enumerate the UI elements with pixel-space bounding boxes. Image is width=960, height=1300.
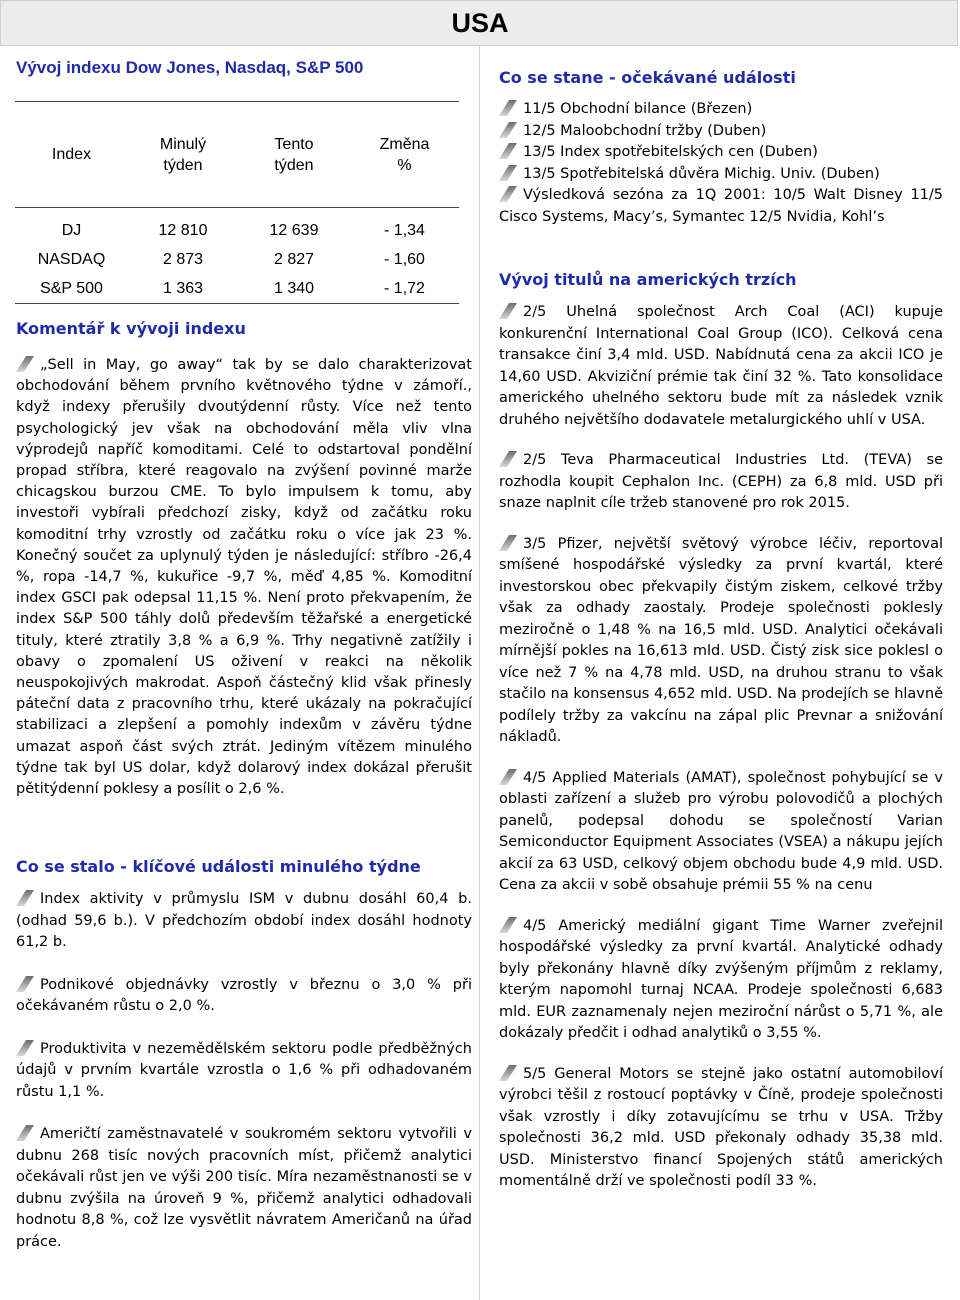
past-events-title: Co se stalo - klíčové události minulého týdne <box>16 857 421 876</box>
table-cell: - 1,34 <box>384 221 425 239</box>
bullet-icon <box>16 356 34 371</box>
table-cell: 1 363 <box>128 274 238 304</box>
table-cell: 12 810 <box>158 221 208 239</box>
bullet-icon <box>16 890 34 905</box>
bullet-icon <box>499 186 517 201</box>
table-header-cell: Index <box>15 102 128 208</box>
upcoming-events-section <box>499 68 943 228</box>
table-cell: NASDAQ <box>37 250 106 268</box>
commentary-paragraph: „Sell in May, go away“ tak by se dalo charakterizovat obchodování během prvního květnového týdne v zámoří., když indexy přerušily dvoutýdenní růsty. Více než tento psychologický jev však na obchodování měla vliv vlna výprodejů napříč komoditami. Celé to odstartoval pondělní propad stříbra, které reagovalo na zvýšení povinné marže chicagskou burzou CME. To bylo impulsem k tomu, aby investoři vybírali předchozí zisky, když od začátku roku komoditní trhy vzrostly od začátku roku o více jak 23 %. Konečný součet za uplynulý týden je následující: stříbro -26,4 %, ropa -14,7 %, kukuřice -9,7 %, měď 4,85 %. Komoditní index GSCI pak odepsal 11,15 %. Není proto překvapením, že index S&P 500 táhly dolů především těžařské a energetické tituly, které ztratily 3,8 % a 6,9 %. Trhy negativně zatížily i obavy o zpomalení US oživení v reakci na několik neuspokojivých makrodat. Aspoň částečný klid však přinesly páteční data z pracovního trhu, které ukázaly na pokračující stabilizaci a zlepšení a pomohly indexům v závěru týdne umazat aspoň část svých ztrát. Jediným vítězem minulého týdne tak byl US dolar, když dolarový index dokázal přerušit pětitýdenní poklesy a posílit o 2,6 %. <box>16 357 472 798</box>
bullet-icon <box>499 165 517 180</box>
list-item: Index aktivity v průmyslu ISM v dubnu dosáhl 60,4 b. (odhad 59,6 b.). V předchozím období index dosáhl hodnoty 61,2 b. <box>16 891 472 950</box>
page-header <box>0 0 958 46</box>
bullet-icon <box>499 535 517 550</box>
right-column <box>481 46 960 1300</box>
list-item: Produktivita v nezemědělském sektoru podle předběžných údajů v prvním kvartále vzrostla o 1,6 % při odhadovaném růstu 1,1 %. <box>16 1040 472 1100</box>
list-item: 13/5 Spotřebitelská důvěra Michig. Univ. (Duben) <box>499 164 943 186</box>
bullet-icon <box>499 303 517 318</box>
bullet-icon <box>499 122 517 137</box>
index-table <box>15 101 459 304</box>
table-cell: S&P 500 <box>15 274 128 304</box>
past-events-list <box>16 889 472 1253</box>
bullet-icon <box>499 143 517 158</box>
table-cell: - 1,60 <box>384 250 425 268</box>
table-header-row <box>15 102 459 208</box>
list-item: 4/5 Americký mediální gigant Time Warner zveřejnil hospodářské výsledky za první kvartál. Analytické odhady byly překonány hlavně díky zvýšeným příjmům z reklamy, kterým napomohl turnaj NCAA. Prodeje společnosti 6,683 mld. EUR zaznamenaly nejen meziroční nárůst o 5,71 %, ale dokázaly předčit i odhad analytiků o 3,55 %. <box>499 917 943 1041</box>
bullet-icon <box>16 1125 34 1140</box>
list-item: Američtí zaměstnavatelé v soukromém sektoru vytvořili v dubnu 268 tisíc nových pracovních míst, přičemž analytici očekávali růst jen ve výši 200 tisíc. Míra nezaměstnanosti se v dubnu zvýšila na úroveň 9 %, přičemž analytici odhadovali hodnotu 8,8 %, což lze vysvětlit návratem Američanů na úřad práce. <box>16 1126 472 1250</box>
commentary-section <box>16 319 472 800</box>
bullet-icon <box>16 976 34 991</box>
table-header-cell: Minulý týden <box>128 102 238 208</box>
upcoming-events-list <box>499 99 943 228</box>
list-item: Podnikové objednávky vzrostly v březnu o 3,0 % při očekávaném růstu o 2,0 %. <box>16 976 472 1014</box>
list-item: 11/5 Obchodní bilance (Březen) <box>499 99 943 121</box>
list-item: 3/5 Pfizer, největší světový výrobce léčiv, reportoval smíšené hospodářské výsledky za první kvartál, které investorskou obec překvapily čistým ziskem, celkové tržby však za odhady zaostaly. Prodeje společnosti poklesly meziročně o 1,48 % na 16,5 mld. USD. Analytici očekávali mírnější pokles na 16,613 mld. USD. Čistý zisk sice poklesl o více než 7 % na 4,78 mld. USD, na druhou stranu to však stačilo na konsensus 4,652 mld. USD. Na prodejích se hlavně podílely tržby za vakcínu na zápal plic Prevnar a snižování nákladů. <box>499 535 943 745</box>
page-title: USA <box>451 8 509 38</box>
table-row <box>15 274 459 304</box>
list-item: 13/5 Index spotřebitelských cen (Duben) <box>499 142 943 164</box>
list-item: Výsledková sezóna za 1Q 2001: 10/5 Walt Disney 11/5 Cisco Systems, Macy’s, Symantec 12/5 Nvidia, Kohl’s <box>499 187 943 225</box>
index-section-title: Vývoj indexu Dow Jones, Nasdaq, S&P 500 <box>16 58 364 77</box>
left-column <box>0 46 480 1300</box>
list-item: 12/5 Maloobchodní tržby (Duben) <box>499 121 943 143</box>
table-header-cell: Změna % <box>350 102 459 208</box>
table-cell: 2 873 <box>162 250 204 268</box>
past-events-section <box>16 857 472 1253</box>
table-cell: 12 639 <box>269 221 319 239</box>
stock-titles-title: Vývoj titulů na amerických trzích <box>499 270 797 289</box>
list-item: 2/5 Teva Pharmaceutical Industries Ltd. (TEVA) se rozhodla koupit Cephalon Inc. (CEPH) za 6,8 mld. USD při snaze naplnit cíle tržeb stanovené pro rok 2015. <box>499 452 943 511</box>
table-cell: - 1,72 <box>350 274 459 304</box>
bullet-icon <box>499 451 517 466</box>
list-item: 4/5 Applied Materials (AMAT), společnost pohybující se v oblasti zařízení a služeb pro výrobu polovodičů a plochých panelů, podepsal dohodu se společností Varian Semiconductor Equipment Associates (VSEA) a nákupu jejích akcií za 63 USD, celkový objem obchodu bude 4,9 mld. USD. Cena za akcii v sobě obsahuje prémii 55 % na cenu <box>499 769 943 893</box>
table-cell: 1 340 <box>238 274 350 304</box>
bullet-icon <box>16 1040 34 1055</box>
bullet-icon <box>499 917 517 932</box>
upcoming-events-title: Co se stane - očekávané události <box>499 68 796 87</box>
bullet-icon <box>499 1065 517 1080</box>
list-item: 5/5 General Motors se stejně jako ostatní automobiloví výrobci těšil z rostoucí poptávky v Číně, prodeje společnosti však vzrostly i díky zotavujícímu se trhu v USA. Tržby společnosti 36,2 mld. USD překonaly odhady 35,38 mld. USD. Ministerstvo financí Spojených států amerických momentálně drží ve společnosti podíl 33 %. <box>499 1065 943 1189</box>
bullet-icon <box>499 100 517 115</box>
table-cell: 2 827 <box>273 250 315 268</box>
commentary-title: Komentář k vývoji indexu <box>16 319 246 338</box>
stock-titles-section <box>499 270 943 1193</box>
table-row <box>15 245 459 274</box>
bullet-icon <box>499 769 517 784</box>
table-row <box>15 216 459 245</box>
stock-titles-list <box>499 302 943 1193</box>
table-cell: DJ <box>61 221 82 239</box>
table-header-cell: Tento týden <box>238 102 350 208</box>
list-item: 2/5 Uhelná společnost Arch Coal (ACI) kupuje konkurenční International Coal Group (ICO). Celková cena transakce činí 3,4 mld. USD. Nabídnutá cena za akcii ICO je 14,60 USD. Akviziční prémie tak činí 32 %. Tato konsolidace amerického uhelného sektoru bude mít za následek vznik druhého největšího dodavatele metalurgického uhlí v USA. <box>499 304 943 428</box>
